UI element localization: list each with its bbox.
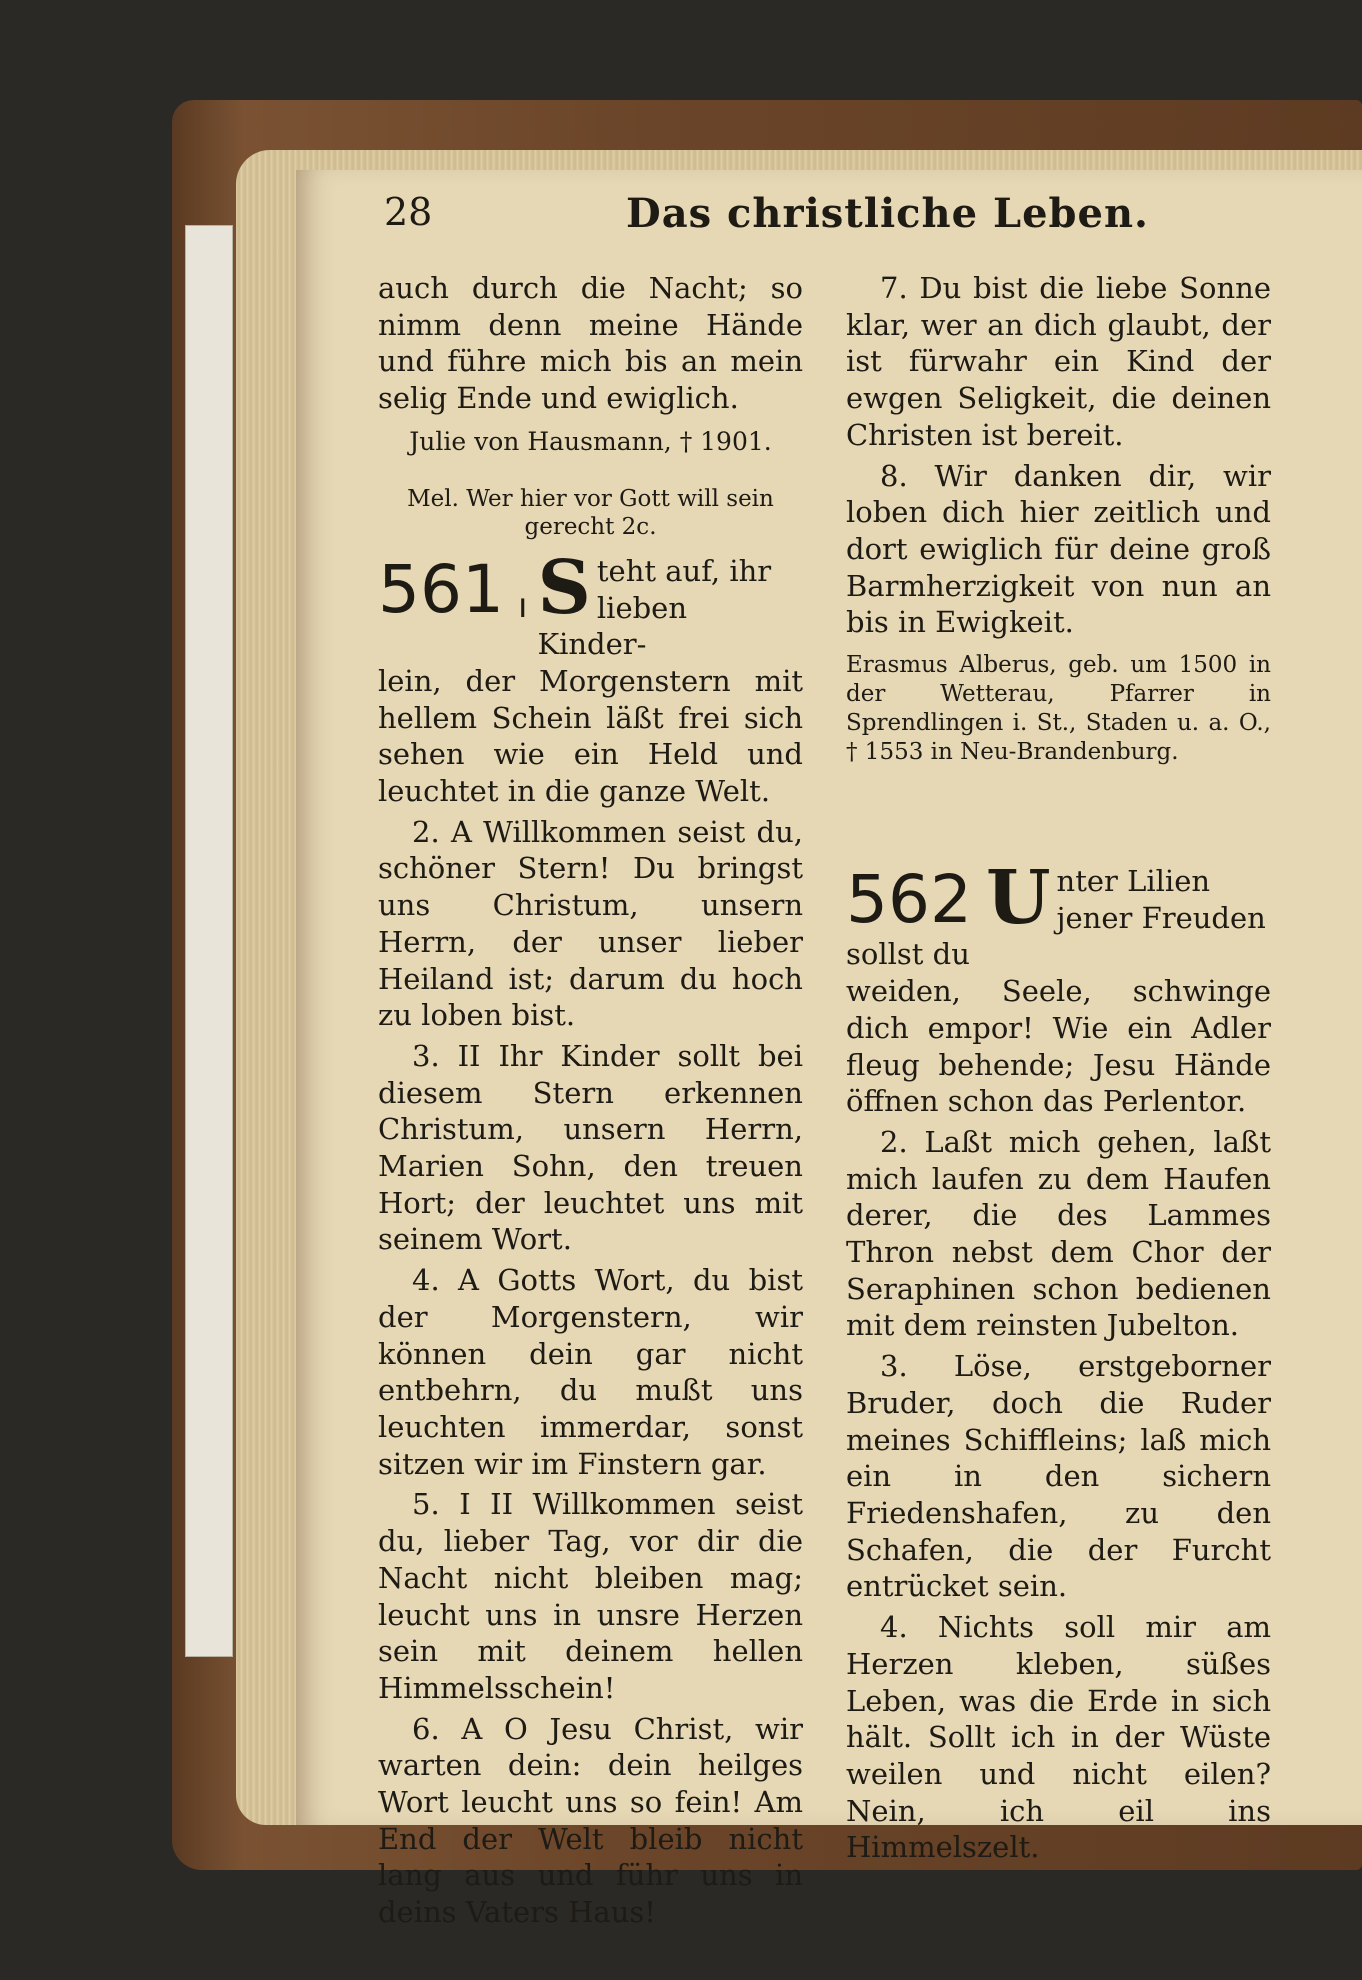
hymn-marker: ı [517,585,528,626]
hymn-head-text: teht auf, ihr lieben Kinder- [537,553,772,662]
hymn-initial: S [537,544,591,631]
melody-line: Mel. Wer hier vor Gott will sein gerecht 2c. [407,485,774,540]
hymn-stanza: 6. A O Jesu Christ, wir warten dein: dein heilges Wort leucht uns so fein! Am End der Welt bleib nicht lang aus und führ uns in deins Vaters Haus! [378,1711,803,1930]
hymn-stanza: 5. I II Willkommen seist du, lieber Tag, vor dir die Nacht nicht bleiben mag; leucht uns in unsre Herzen sein mit deinem hellen Himmelsschein! [378,1487,803,1705]
author-line: Julie von Hausmann, † 1901. [409,426,772,456]
hymn-continuation: auch durch die Nacht; so nimm denn meine Hände und führe mich bis an mein selig Ende und ewiglich. [378,271,803,416]
hymn-stanza: weiden, Seele, schwinge dich empor! Wie ein Adler fleug behende; Jesu Hände öffnen schon das Perlentor. [846,974,1271,1119]
hymn-stanza: 7. Du bist die liebe Sonne klar, wer an dich glaubt, der ist fürwahr ein Kind der ewgen Seligkeit, die deinen Christen ist bereit. [846,271,1271,452]
hymn-stanza: 3. II Ihr Kinder sollt bei diesem Stern erkennen Christum, unsern Herrn, Marien Sohn, den treuen Hort; der leuchtet uns mit seinem Wort. [378,1038,803,1257]
hymn-stanza: lein, der Morgenstern mit hellem Schein läßt frei sich sehen wie ein Held und leuchtet in die ganze Welt. [378,663,803,809]
hymn-stanza: 4. A Gotts Wort, du bist der Morgenstern, wir können dein gar nicht entbehrn, du mußt uns leuchten immerdar, sonst sitzen wir im Finstern gar. [378,1263,803,1481]
hymn-561-head [378,544,803,663]
hymn-562-head [846,855,1271,973]
right-column [846,270,1271,1866]
hymn-stanza: 8. Wir danken dir, wir loben dich hier zeitlich und dort ewiglich für deine groß Barmherzigkeit von nun an bis in Ewigkeit. [846,458,1271,640]
page-number: 28 [384,190,433,234]
author-line: Erasmus Alberus, geb. um 1500 in der Wetterau, Pfarrer in Sprendlingen i. St., Staden u. a. O., † 1553 in Neu-Brandenburg. [846,652,1271,766]
book-page [296,170,1362,1930]
hymn-stanza: 3. Löse, erstgeborner Bruder, doch die Ruder meines Schiffleins; laß mich ein in den sichern Friedenshafen, zu den Schafen, die der Furcht entrücket sein. [846,1349,1271,1604]
hymn-number: 562 [846,861,972,939]
running-title: Das christliche Leben. [626,190,1149,237]
hymn-stanza: 4. Nichts soll mir am Herzen kleben, süßes Leben, was die Erde in sich hält. Sollt ich in der Wüste weilen und nicht eilen? Nein, ich eil ins Himmelszelt. [846,1610,1271,1865]
bookmark-paper [185,225,233,1657]
hymn-head-text: nter Lilien jener Freuden sollst du [846,864,1266,972]
hymn-initial: U [985,855,1051,942]
hymn-number: 561 [378,550,504,628]
hymn-stanza: 2. Laßt mich gehen, laßt mich laufen zu dem Haufen derer, die des Lammes Thron nebst dem Chor der Seraphinen schon bedienen mit dem reinsten Jubelton. [846,1124,1271,1343]
left-column [378,270,803,1931]
hymn-stanza: 2. A Willkommen seist du, schöner Stern! Du bringst uns Christum, unsern Herrn, der unser lieber Heiland ist; darum du hoch zu loben bist. [378,814,803,1033]
